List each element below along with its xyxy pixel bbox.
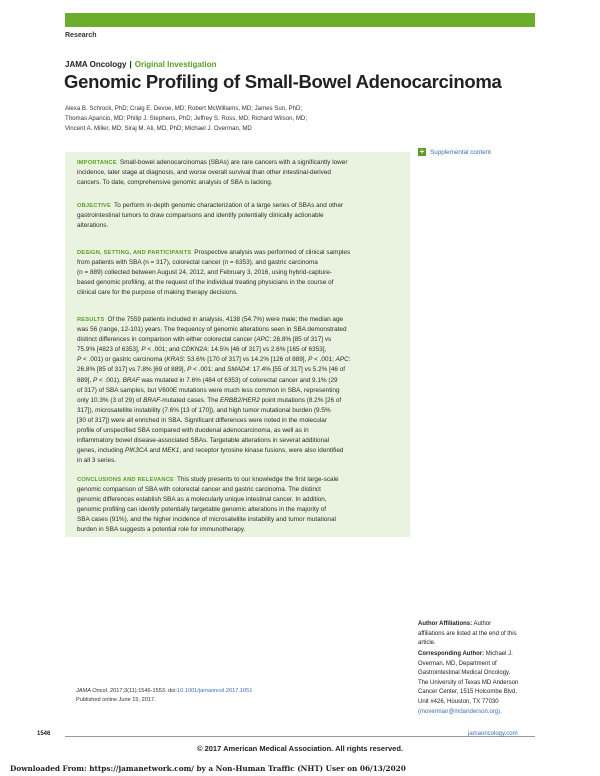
section-heading: CONCLUSIONS AND RELEVANCE [77,477,174,483]
article-title: Genomic Profiling of Small-Bowel Adenocarcinoma [64,71,502,92]
author-line: Alexa B. Schrock, PhD; Craig E. Devoe, MD; Robert McWilliams, MD; James Sun, PhD; [65,105,303,112]
page-number: 1546 [37,731,51,737]
author-list [65,104,425,135]
abstract-conclusions: CONCLUSIONS AND RELEVANCE This study presents to our knowledge the first large-scale genomic comparison of SBA with colorectal cancer and gastric carcinoma. The distinct genomic differences establish SBA as a molecularly unique intestinal cancer. In addition, genomic profiling can identify potentially targetable genomic alterations in the majority of SBA cases (91%), and the higher incidence of microsatellite instability and tumor mutational burden in SBA suggests a potential role for immunotherapy. [77,476,339,534]
section-heading: OBJECTIVE [77,203,112,209]
supplemental-content-label: Supplemental content [430,148,491,156]
journal-site-link[interactable]: jamaoncology.com [468,731,518,737]
download-notice: Downloaded From: https://jamanetwork.com/ by a Non-Human Traffic (NHT) User on 06/13/2020 [10,764,406,773]
journal-name: JAMA Oncology [65,60,127,69]
author-line: Thomas Aparicio, MD; Philip J. Stephens, PhD; Jeffrey S. Ross, MD; Richard Wilson, MD; [65,115,308,123]
section-heading: DESIGN, SETTING, AND PARTICIPANTS [77,250,192,256]
footer-divider [65,736,535,737]
kicker-separator: | [129,60,132,69]
corresponding-author: Corresponding Author: Michael J. Overman, MD, Department of Gastrointestinal Medical Oncology, The University of Texas MD Anderson Cancer Center, 1515 Holcombe Blvd, Unit #426, Houston, TX 77030 (moverman@mdanderson.org). [418,651,519,715]
article-kicker [65,60,217,69]
section-heading: RESULTS [77,317,105,323]
section-label: Research [65,32,97,39]
author-affiliations: Author Affiliations: Author affiliations are listed at the end of this article. [418,621,517,647]
email-link[interactable]: (moverman@mdanderson.org). [418,708,502,715]
author-line: Vincent A. Miller, MD; Siraj M. Ali, MD, PhD; Michael J. Overman, MD [65,125,252,133]
copyright-notice: © 2017 American Medical Association. All rights reserved. [196,744,404,753]
article-type: Original Investigation [134,60,217,69]
abstract-importance: IMPORTANCE Small-bowel adenocarcinomas (SBAs) are rare cancers with a significantly lower incidence, later stage at diagnosis, and worse overall survival than other intestinal-derived cancers. To date, comprehensive genomic analysis of SBA is lacking. [77,159,348,187]
doi-link[interactable]: 10.1001/jamaoncol.2017.1051 [177,688,253,694]
abstract-design: DESIGN, SETTING, AND PARTICIPANTS Prospective analysis was performed of clinical samples from patients with SBA (n = 317), colorectal cancer (n = 6353), and gastric carcinoma (n = 889) collected between August 24, 2012, and February 3, 2016, using hybrid-capture- based genomic profiling, at the request of the individual treating physicians in the course of clinical care for the purpose of making therapy decisions. [77,249,351,297]
citation: JAMA Oncol. 2017;3(11):1546-1553. doi:10.1001/jamaoncol.2017.1051 Published online June 15, 2017. [76,688,253,703]
abstract-objective: OBJECTIVE To perform in-depth genomic characterization of a large series of SBAs and other gastrointestinal tumors to draw comparisons and identify potentially clinically actionable alterations. [77,202,344,230]
abstract-results: RESULTS Of the 7559 patients included in analysis, 4138 (54.7%) were male; the median age was 56 (range, 12-101) years. The frequency of genomic alterations seen in SBA demonstrated distinct differences in comparison with either colorectal cancer (APC: 26.8% [85 of 317] vs 75.9% [4823 of 6353], P < .001; and CDKN2A: 14.5% [46 of 317] vs 2.6% [165 of 6353], P < .001) or gastric carcinoma (KRAS: 53.6% [170 of 317] vs 14.2% [126 of 889], P < .001; APC: 26.8% [85 of 317] vs 7.8% [69 of 889], P < .001; and SMAD4: 17.4% [55 of 317] vs 5.2% [46 of 889], P < .001). BRAF was mutated in 7.6% (484 of 6353) of colorectal cancer and 9.1% (29 of 317) of SBA samples, but V600E mutations were much less common in SBA, representing only 10.3% (3 of 29) of BRAF-mutated cases. The ERBB2/HER2 point mutations (8.2% [26 of 317]), microsatellite instability (7.6% [13 of 170]), and high tumor mutational burden (9.5% [30 of 317]) were all enriched in SBA. Significant differences were noted in the molecular profile of unspecified SBA compared with duodenal adenocarcinoma, as well as in inflammatory bowel disease-associated SBAs. Targetable alterations in several additional genes, including PIK3CA and MEK1, and receptor tyrosine kinase fusions, were also identified in all 3 series. [77,316,351,465]
top-color-bar [65,13,535,27]
plus-icon: + [419,147,425,156]
supplemental-content-link[interactable] [418,148,491,156]
section-heading: IMPORTANCE [77,160,117,166]
